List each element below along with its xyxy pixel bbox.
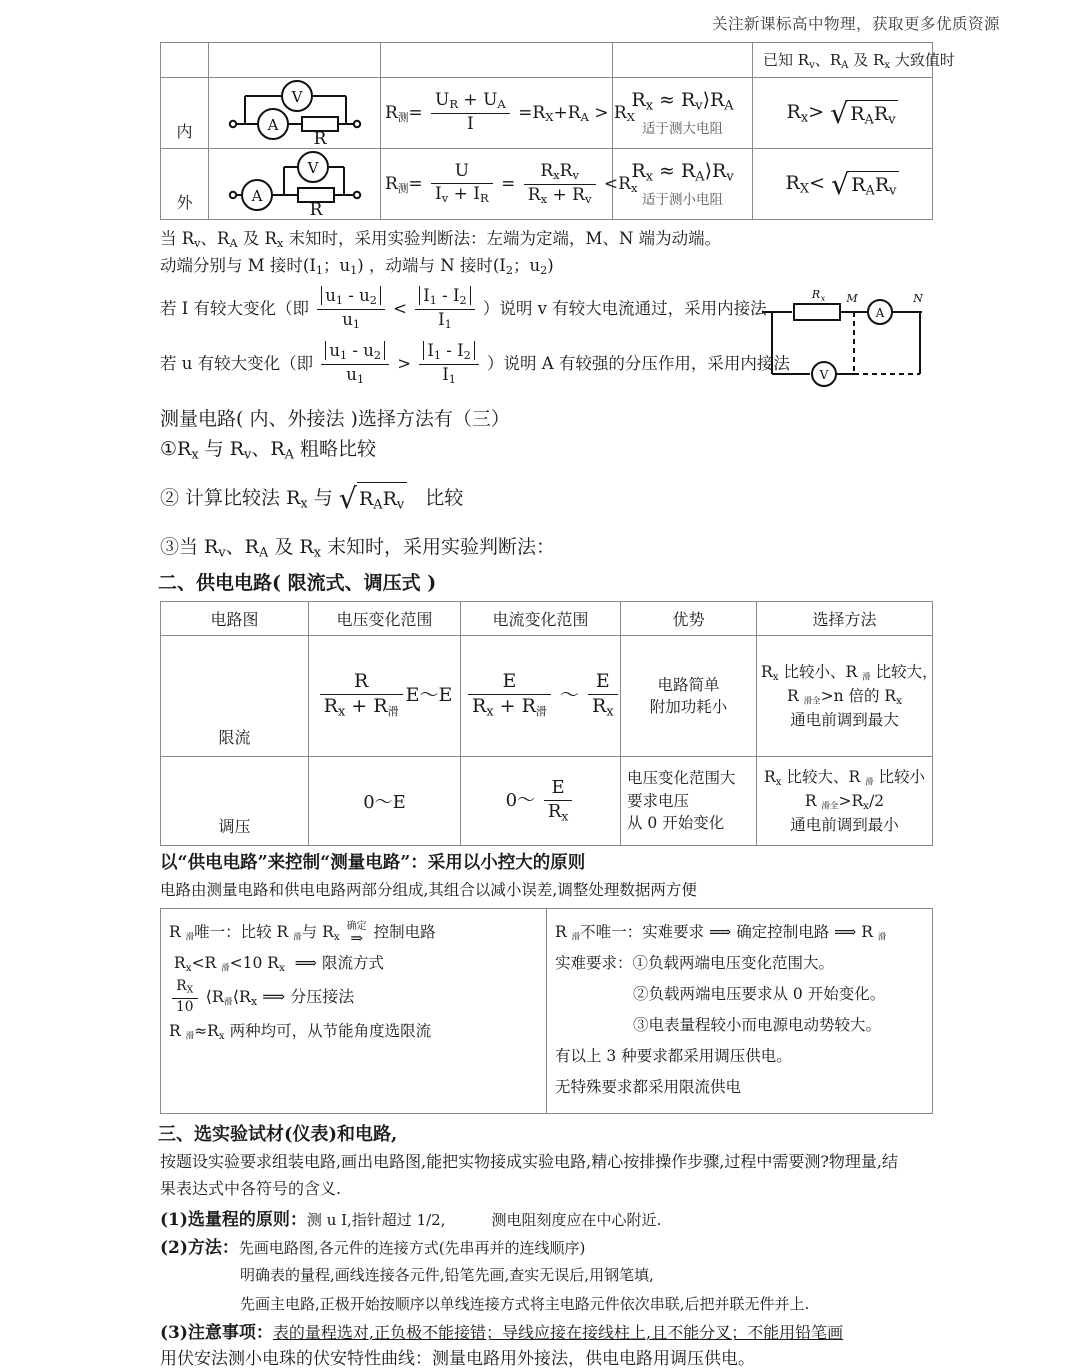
rheostat-nonunique-line-3: ②负载两端电压要求从 0 开始变化。 xyxy=(633,985,886,1004)
rheostat-nonunique-line-1: R $_滑$不唯一：实难要求 ⟹ 确定控制电路 ⟹ R $_滑$ xyxy=(555,923,887,943)
measure-method-3: ③当 $R_v$、$R_A$ 及 $R_x$ 末知时，采用实验判断法： xyxy=(160,536,556,561)
advantage-limit xyxy=(621,636,757,757)
fit-note-external: 适于测小电阻 xyxy=(642,192,723,209)
criterion-external: $R_X<$ √ $R_AR_v$ xyxy=(753,149,933,220)
svg-text:A: A xyxy=(251,187,262,205)
section-2-title: 二、供电电路( 限流式、调压式 ) xyxy=(158,572,437,595)
item-2-label: (2) xyxy=(160,1238,188,1259)
table-row-header xyxy=(161,602,933,636)
col-header-selection: 选择方法 xyxy=(757,602,933,636)
current-range-divide: 0～ $\frac{E}{R_x}$ xyxy=(461,757,621,846)
measure-method-2: ② 计算比较法 $R_x$ 与 √ $R_AR_v$ 比较 xyxy=(160,482,464,516)
advantage-limit-line-1: 电路简单 xyxy=(657,675,720,694)
selection-divide xyxy=(757,757,933,846)
table-row xyxy=(161,757,933,846)
control-principle-note: 电路由测量电路和供电电路两部分组成,其组合以减小误差,调整处理数据两方便 xyxy=(160,881,697,900)
measurement-circuit-table xyxy=(160,42,955,220)
advantage-limit-line-2: 附加功耗小 xyxy=(649,698,728,717)
rheostat-selection-table xyxy=(160,908,933,1114)
item-3-title: 注意事项： xyxy=(187,1323,273,1344)
col-header-circuit: 电路图 xyxy=(161,602,309,636)
compare-internal: $R_x$ ≈ $R_v⟩R_A$ 适于测大电阻 xyxy=(613,78,753,149)
col-header-advantage: 优势 xyxy=(621,602,757,636)
section-3-item-1 xyxy=(160,1207,920,1233)
selection-divide-line-1: $R_x$ 比较大、R $_滑$ 比较小 xyxy=(763,767,926,788)
empty-cell-4 xyxy=(613,43,753,78)
section-3-intro-2: 果表达式中各符号的含义. xyxy=(160,1179,342,1199)
advantage-divide xyxy=(621,757,757,846)
current-range-limit: $\frac{E}{R_x + R_滑}$ ～ $\frac{E}{R_x}$ xyxy=(461,636,621,757)
item-2-text: 先画电路图,各元件的连接方式(先串再并的连线顺序) xyxy=(238,1239,586,1258)
circuit-external-cell xyxy=(209,149,381,220)
rheostat-unique-line-4: R $_滑\approx R_x$ 两种均可，从节能角度选限流 xyxy=(169,1021,432,1042)
rheostat-nonunique-line-5: 有以上 3 种要求都采用调压供电。 xyxy=(555,1047,792,1066)
ammeter-internal-circuit-icon xyxy=(220,80,370,146)
selection-limit-line-1: $R_x$ 比较小、R $_滑$ 比较大， xyxy=(761,662,938,683)
rheostat-test-circuit-icon xyxy=(762,282,930,390)
empty-cell-2 xyxy=(209,43,381,78)
ammeter-external-circuit-icon xyxy=(220,151,370,217)
section-3-item-3 xyxy=(160,1320,920,1346)
measurement-circuit-table-wrap xyxy=(160,42,1080,220)
measure-methods-title: 测量电路( 内、外接法 )选择方法有（三） xyxy=(160,408,510,431)
table-row xyxy=(161,149,933,220)
svg-text:R: R xyxy=(309,200,322,217)
item-2-sub-1: 明确表的量程,画线连接各元件,铅笔先画,查实无误后,用钢笔填, xyxy=(240,1266,654,1285)
supply-circuit-table-wrap xyxy=(160,601,1080,846)
table-row xyxy=(161,636,933,757)
rheostat-nonunique-cell xyxy=(547,909,933,1114)
row-label-external: 外 xyxy=(161,149,209,220)
col-header-current: 电流变化范围 xyxy=(461,602,621,636)
page-watermark: 关注新课标高中物理，获取更多优质资源 xyxy=(711,15,1000,33)
side-circuit-wrap xyxy=(762,282,930,390)
svg-text:R: R xyxy=(313,129,326,146)
compare-external: $R_x$ ≈ $R_A⟩R_v$ 适于测小电阻 xyxy=(613,149,753,220)
rheostat-unique-line-1: R $_滑$唯一：比较 R $_滑$与 $R_x$ 确定 ⇒ 控制电路 xyxy=(169,920,436,948)
section-3-intro-1: 按题设实验要求组装电路,画出电路图,能把实物接成实验电路,精心按排操作步骤,过程中需要测?物理量,结 xyxy=(160,1152,899,1172)
judgement-paragraph-4: 若 u 有较大变化（即 $\frac{u_1 - u_2}{u_1}$ > $\frac{I_1 - I_2}{I_1}$ ）说明 A 有较强的分压作用，采用内接法 xyxy=(160,341,790,387)
rheostat-unique-line-2: $R_x<R$ $_滑$<10 $R_x$ ⟹ 限流方式 xyxy=(169,954,384,975)
rheostat-unique-cell xyxy=(161,909,547,1114)
empty-cell-3 xyxy=(381,43,613,78)
circuit-internal-cell xyxy=(209,78,381,149)
svg-text:V: V xyxy=(291,88,302,106)
item-2-sub-2: 先画主电路,正极开始按顺序以单线连接方式将主电路元件依次串联,后把并联无件并上. xyxy=(240,1294,810,1313)
table-row xyxy=(161,78,933,149)
fit-note-internal: 适于测大电阻 xyxy=(642,121,723,138)
voltage-range-divide-text: 0～E xyxy=(363,792,406,814)
rheostat-nonunique-line-6: 无特殊要求都采用限流供电 xyxy=(555,1078,742,1097)
advantage-divide-line-2: 要求电压 xyxy=(627,791,690,810)
formula-internal: $R_测=$ $\frac{U_R + U_A}{I}$ $=R_X+R_A > R_X$ xyxy=(381,78,613,149)
item-1-label: (1) xyxy=(160,1209,188,1230)
selection-divide-line-2: R $_{滑全}>R_x/2$ xyxy=(804,791,885,812)
advantage-divide-line-1: 电压变化范围大 xyxy=(627,769,736,788)
rheostat-nonunique-line-2: 实难要求：①负载两端电压变化范围大。 xyxy=(555,954,835,973)
known-values-note: 已知 $R_v$、$R_A$ 及 $R_x$ 大致值时 xyxy=(753,43,933,78)
voltage-range-limit: $\frac{R}{R_x + R_滑}$ E～E xyxy=(309,636,461,757)
svg-text:A: A xyxy=(267,116,278,134)
section-3-title: 三、选实验试材(仪表)和电路, xyxy=(158,1124,398,1146)
section-3-item-3-line-2: 用伏安法测小电珠的伏安特性曲线：测量电路用外接法，供电电路用调压供电。 xyxy=(160,1348,755,1369)
table-row xyxy=(161,909,933,1114)
section-3-item-2 xyxy=(160,1235,920,1261)
svg-text:M: M xyxy=(846,292,858,305)
svg-text:N: N xyxy=(913,292,923,305)
item-1-text-a: 测 u I,指针超过 1/2, xyxy=(306,1210,446,1229)
formula-external: $R_测=$ $\frac{U}{I_v + I_R}$ = $\frac{R_xR_v}{R_x + R_v}$ $<R_x$ xyxy=(381,149,613,220)
rheostat-nonunique-line-4: ③电表量程较小而电源电动势较大。 xyxy=(633,1016,882,1035)
rheostat-unique-line-3: $\frac{R_X}{10}$ $⟨R_滑⟨R_x$ ⟹ 分压接法 xyxy=(169,979,538,1015)
row-label-voltage-divide: 调压 xyxy=(161,757,309,846)
selection-limit-line-2: R $_{滑全}$>n 倍的 $R_x$ xyxy=(786,686,903,707)
row-label-internal: 内 xyxy=(161,78,209,149)
supply-circuit-table xyxy=(160,601,938,846)
selection-divide-line-3: 通电前调到最小 xyxy=(790,816,899,834)
table-row-header xyxy=(161,43,933,78)
item-1-title: 选量程的原则： xyxy=(187,1209,307,1230)
svg-text:R: R xyxy=(811,288,821,301)
item-1-text-b: 测电阻刻度应在中心附近. xyxy=(491,1210,662,1229)
item-3-text: 表的量程选对,正负极不能接错；导线应接在接线柱上,且不能分叉；不能用铅笔画 xyxy=(272,1323,844,1343)
judgement-paragraph-3: 若 I 有较大变化（即 $\frac{u_1 - u_2}{u_1}$ < $\frac{I_1 - I_2}{I_1}$ ）说明 v 有较大电流通过，采用内接法 xyxy=(160,286,767,332)
svg-text:x: x xyxy=(820,294,826,303)
advantage-divide-line-3: 从 0 开始变化 xyxy=(627,814,725,833)
determine-arrow: 确定 ⇒ xyxy=(346,920,367,948)
measure-method-1: $①R_x$ 与 $R_v$、$R_A$ 粗略比较 xyxy=(160,437,376,463)
rheostat-selection-table-wrap xyxy=(160,908,1080,1114)
selection-limit-line-3: 通电前调到最大 xyxy=(790,711,899,729)
item-2-title: 方法： xyxy=(187,1238,239,1259)
svg-text:V: V xyxy=(307,159,318,177)
item-3-label: (3) xyxy=(160,1323,188,1344)
judgement-paragraph-1: 当 $R_v$、$R_A$ 及 $R_x$ 末知时，采用实验判断法：左端为定端，M、N 端为动端。 xyxy=(160,229,722,251)
svg-text:V: V xyxy=(819,368,829,382)
empty-cell-1 xyxy=(161,43,209,78)
svg-text:A: A xyxy=(875,306,885,320)
selection-limit xyxy=(757,636,938,757)
row-label-current-limit: 限流 xyxy=(161,636,309,757)
voltage-range-divide xyxy=(309,757,461,846)
col-header-voltage: 电压变化范围 xyxy=(309,602,461,636)
control-principle-title: 以“供电电路”来控制“测量电路”：采用以小控大的原则 xyxy=(160,853,586,874)
judgement-paragraph-2: 动端分别与 M 接时($I_1$；$u_1$) ，动端与 N 接时($I_2$；$u_2$) xyxy=(160,255,554,277)
criterion-internal: $R_x>$ √ $R_AR_v$ xyxy=(753,78,933,149)
